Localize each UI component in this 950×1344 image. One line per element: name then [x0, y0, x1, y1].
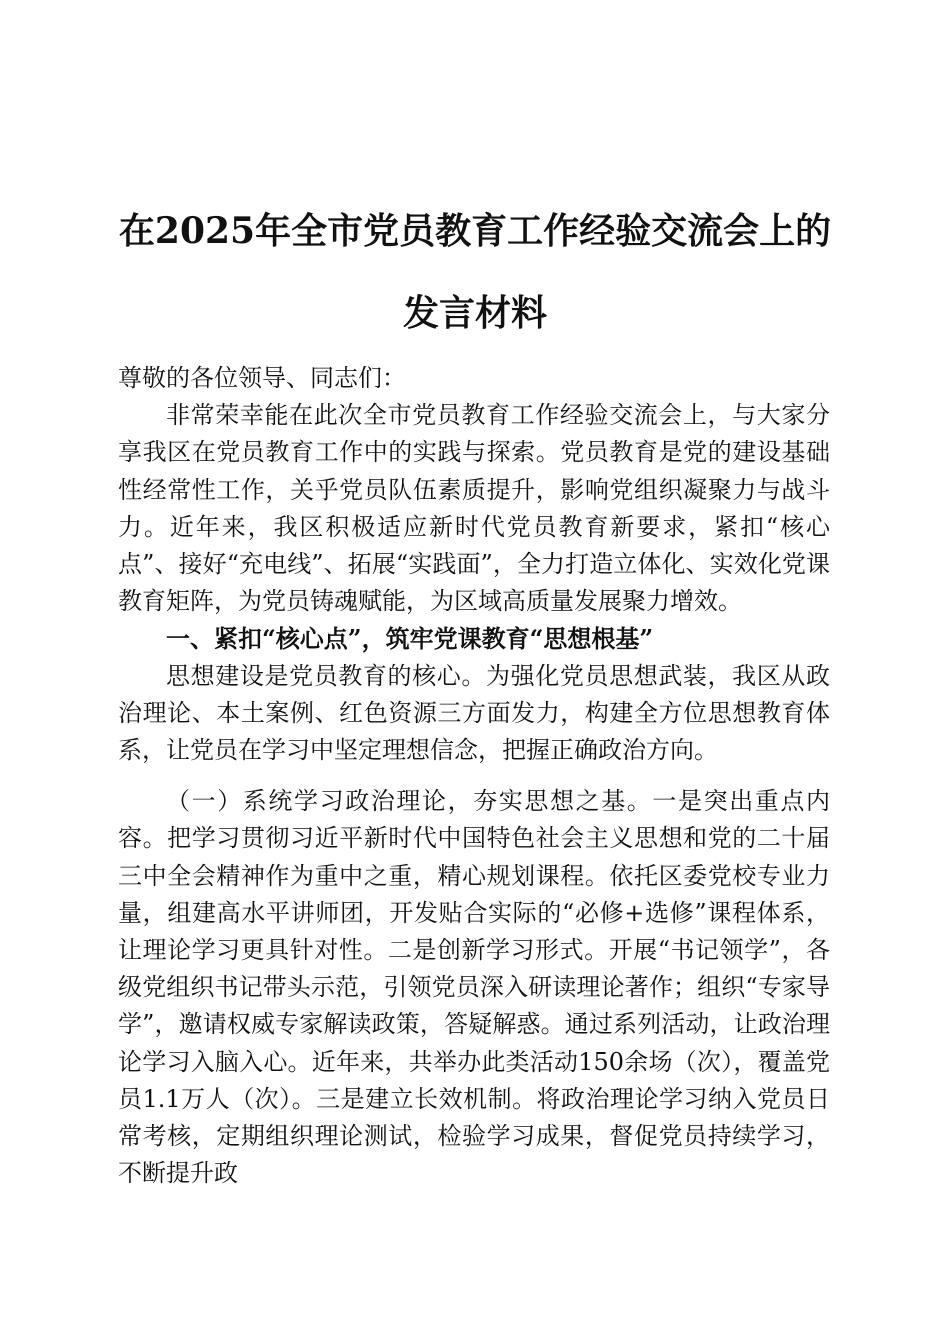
- section-1-intro-paragraph: 思想建设是党员教育的核心。为强化党员思想武装，我区从政治理论、本土案例、红色资源三方面发力，构建全方位思想教育体系，让党员在学习中坚定理想信念，把握正确政治方向。: [118, 661, 830, 765]
- intro-paragraph: 非常荣幸能在此次全市党员教育工作经验交流会上，与大家分享我区在党员教育工作中的实践与探索。党员教育是党的建设基础性经常性工作，关乎党员队伍素质提升，影响党组织凝聚力与战斗力。近年来，我区积极适应新时代党员教育新要求，紧扣“核心点”、接好“充电线”、拓展“实践面”，全力打造立体化、实效化党课教育矩阵，为党员铸魂赋能，为区域高质量发展聚力增效。: [118, 401, 830, 616]
- subsection-1-paragraph: （一）系统学习政治理论，夯实思想之基。一是突出重点内容。把学习贯彻习近平新时代中国特色社会主义思想和党的二十届三中全会精神作为重中之重，精心规划课程。依托区委党校专业力量，组建高水平讲师团，开发贴合实际的“必修+选修”课程体系，让理论学习更具针对性。二是创新学习形式。开展“书记领学”，各级党组织书记带头示范，引领党员深入研读理论著作；组织“专家导学”，邀请权威专家解读政策，答疑解惑。通过系列活动，让政治理论学习入脑入心。近年来，共举办此类活动150余场（次），覆盖党员1.1万人（次）。三是建立长效机制。将政治理论学习纳入党员日常考核，定期组织理论测试，检验学习成果，督促党员持续学习，不断提升政: [118, 787, 830, 1188]
- salutation: 尊敬的各位领导、同志们：: [118, 364, 406, 392]
- document-body: [118, 360, 830, 1192]
- title-line-2: 发言材料: [402, 292, 547, 334]
- section-1-heading: 一、紧扣“核心点”，筑牢党课教育“思想根基”: [166, 624, 654, 654]
- title-line-1: 在2025年全市党员教育工作经验交流会上的: [118, 210, 832, 252]
- document-title: [60, 190, 890, 354]
